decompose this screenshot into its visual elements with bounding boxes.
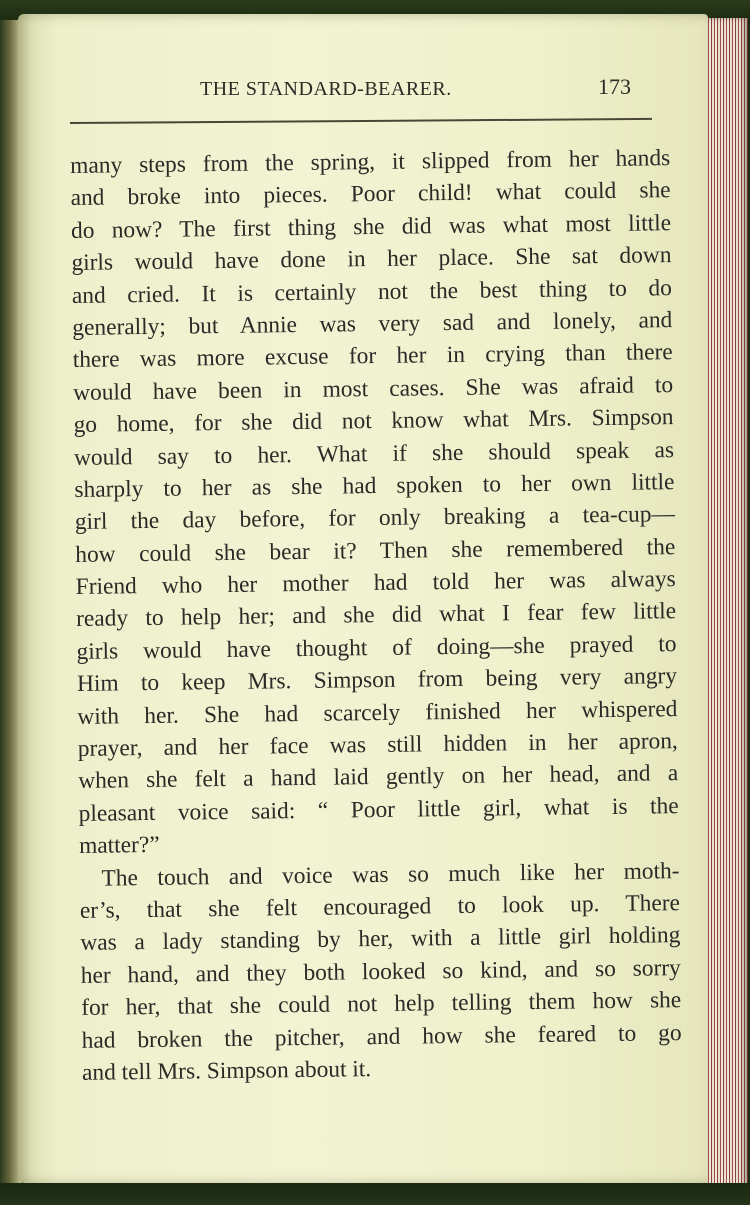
text-line: pleasant voice said: “ Poor little girl, what is the [78,792,679,827]
text-line: matter?” [78,832,160,860]
running-header-title: THE STANDARD-BEARER. [200,78,452,100]
text-line: er’s, that she felt encouraged to look up. There [79,890,681,924]
text-line: many steps from the spring, it slipped from her hands [70,145,671,179]
text-line: girls would have thought of doing—she prayed to [76,630,677,665]
text-line: was a lady standing by her, with a little girl holding [80,922,681,957]
dark-background-bottom [0,1183,750,1205]
text-line: prayer, and her face was still hidden in her apron, [77,728,678,762]
paragraph-start-line: The touch and voice was so much like her moth- [101,857,680,892]
text-line: there was more excuse for her in crying than there [72,339,673,374]
text-line: and tell Mrs. Simpson about it. [81,1056,372,1086]
text-line: Friend who her mother had told her was always [75,566,676,601]
text-line: generally; but Annie was very sad and lonely, and [72,307,673,341]
text-line: with her. She had scarcely finished her whispered [77,695,678,730]
text-line: Him to keep Mrs. Simpson from being very angry [76,663,678,698]
text-line: sharply to her as she had spoken to her own little [74,469,675,503]
text-line: would have been in most cases. She was afraid to [73,371,674,406]
text-line: how could she bear it? Then she remembered the [75,533,676,568]
text-line: would say to her. What if she should speak as [73,436,675,471]
text-line: when she felt a hand laid gently on her head, and a [78,760,679,795]
text-line: do now? The first thing she did was what most little [70,209,672,244]
text-line: had broken the pitcher, and how she feared to go [81,1019,682,1054]
text-line: girls would have done in her place. She sat down [71,242,672,277]
body-text [70,142,682,1089]
text-line: and cried. It is certainly not the best thing to do [71,274,673,309]
page-number: 173 [598,74,631,99]
text-line: ready to help her; and she did what I fear few little [75,598,677,633]
text-line: girl the day before, for only breaking a tea-cup— [74,501,675,536]
text-line: and broke into pieces. Poor child! what could she [70,177,671,212]
text-line: for her, that she could not help telling them how she [81,987,682,1022]
text-line: go home, for she did not know what Mrs. Simpson [73,404,674,439]
text-line: her hand, and they both looked so kind, and so sorry [80,954,681,989]
